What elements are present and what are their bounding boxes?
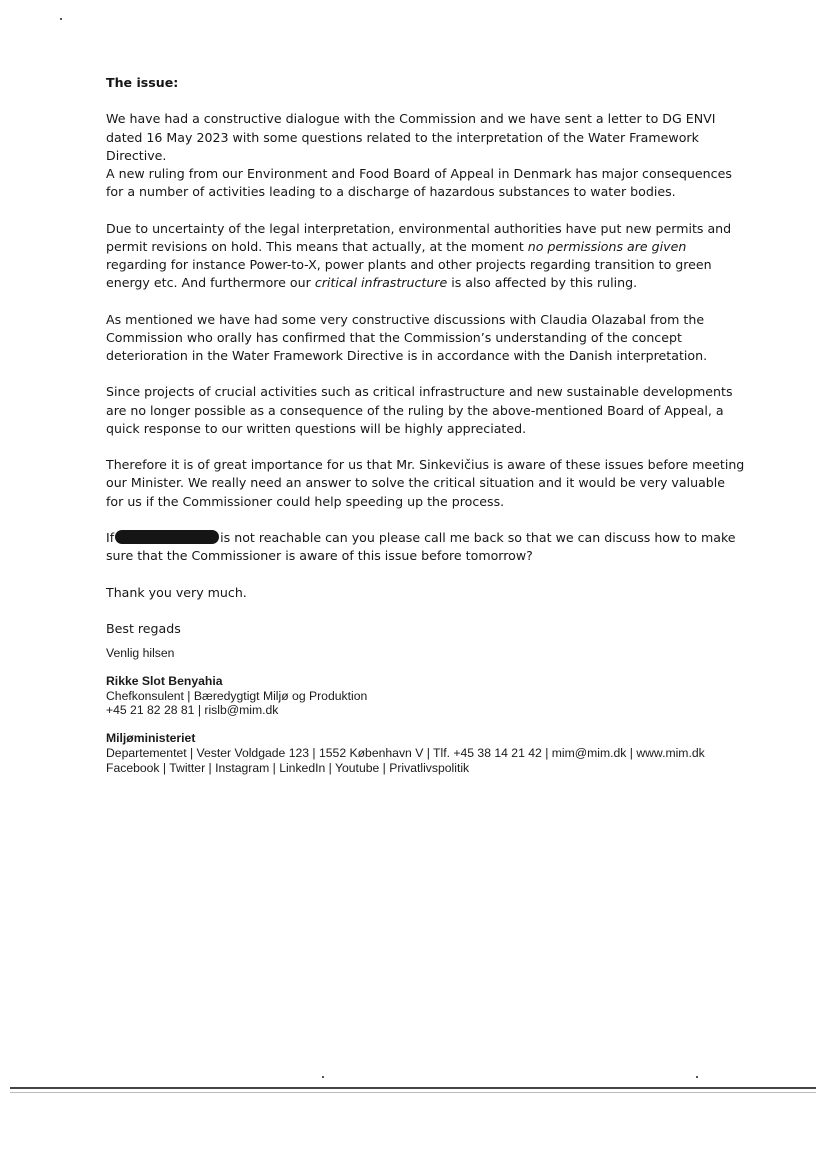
signature-organisation <box>106 731 766 775</box>
paragraph-dialogue-text: We have had a constructive dialogue with the Commission and we have sent a letter to DG ENVI dated 16 May 2023 with some questions related to the interpretation of the Water Framework Directive. <box>106 111 716 163</box>
paragraph-importance: Therefore it is of great importance for us that Mr. Sinkevičius is aware of these issues before meeting our Minister. We really need an answer to solve the critical situation and it would be very valuable for us if the Commissioner could help speeding up the process. <box>106 457 745 509</box>
callback-text: is not reachable can you please call me back so that we can discuss how to make sure that the Commissioner is aware of this issue before tomorrow? <box>106 529 736 564</box>
signature-person <box>106 674 766 718</box>
scan-artifact-dot <box>60 18 62 20</box>
paragraph-ruling-text: A new ruling from our Environment and Food Board of Appeal in Denmark has major consequences for a number of activities leading to a discharge of hazardous substances to water bodies. <box>106 166 732 200</box>
paragraph-uncertainty-part1: Due to uncertainty of the legal interpretation, environmental authorities have put new permits and permit revisions on hold. This means that actually, at the moment <box>106 220 732 254</box>
scan-artifact-line-faint <box>10 1092 816 1093</box>
emphasis-no-permissions: no permissions are given <box>527 238 687 254</box>
signature-org-name: Miljøministeriet <box>106 731 196 746</box>
letter-body <box>106 74 746 656</box>
paragraph-uncertainty <box>106 220 746 293</box>
redaction-block <box>115 530 219 544</box>
thanks-line: Thank you very much. <box>106 584 247 600</box>
callback-if: If <box>106 529 115 545</box>
signature-greeting: Venlig hilsen <box>106 646 175 660</box>
paragraph-callback <box>106 529 746 565</box>
scan-artifact-line <box>10 1087 816 1089</box>
paragraph-uncertainty-part3: is also affected by this ruling. <box>447 275 638 291</box>
paragraph-dialogue <box>106 110 746 201</box>
paragraph-projects: Since projects of crucial activities such as critical infrastructure and new sustainable developments are no longer possible as a consequence of the ruling by the above-mentioned Board of Appeal, a quick response to our written questions will be highly appreciated. <box>106 384 733 436</box>
email-signature <box>106 646 766 789</box>
closing-line: Best regads <box>106 620 181 636</box>
scan-artifact-dot <box>696 1076 698 1078</box>
signature-social-links: Facebook | Twitter | Instagram | LinkedIn | Youtube | Privatlivspolitik <box>106 760 470 775</box>
paragraph-discussions: As mentioned we have had some very constructive discussions with Claudia Olazabal from the Commission who orally has confirmed that the Commission’s understanding of the concept deterioration in the Water Framework Directive is in accordance with the Danish interpretation. <box>106 311 708 363</box>
signature-contact: +45 21 82 28 81 | rislb@mim.dk <box>106 703 279 718</box>
signature-name: Rikke Slot Benyahia <box>106 673 223 688</box>
emphasis-critical-infrastructure: critical infrastructure <box>314 275 448 291</box>
signature-address: Departementet | Vester Voldgade 123 | 1552 København V | Tlf. +45 38 14 21 42 | mim@mim.dk | www.mim.dk <box>106 745 705 760</box>
signature-title: Chefkonsulent | Bæredygtigt Miljø og Produktion <box>106 688 368 703</box>
issue-heading: The issue: <box>106 75 179 90</box>
scan-artifact-dot <box>322 1076 324 1078</box>
paragraph-uncertainty-part2: regarding for instance Power-to-X, power plants and other projects regarding transition to green energy etc. And furthermore our <box>106 257 712 291</box>
